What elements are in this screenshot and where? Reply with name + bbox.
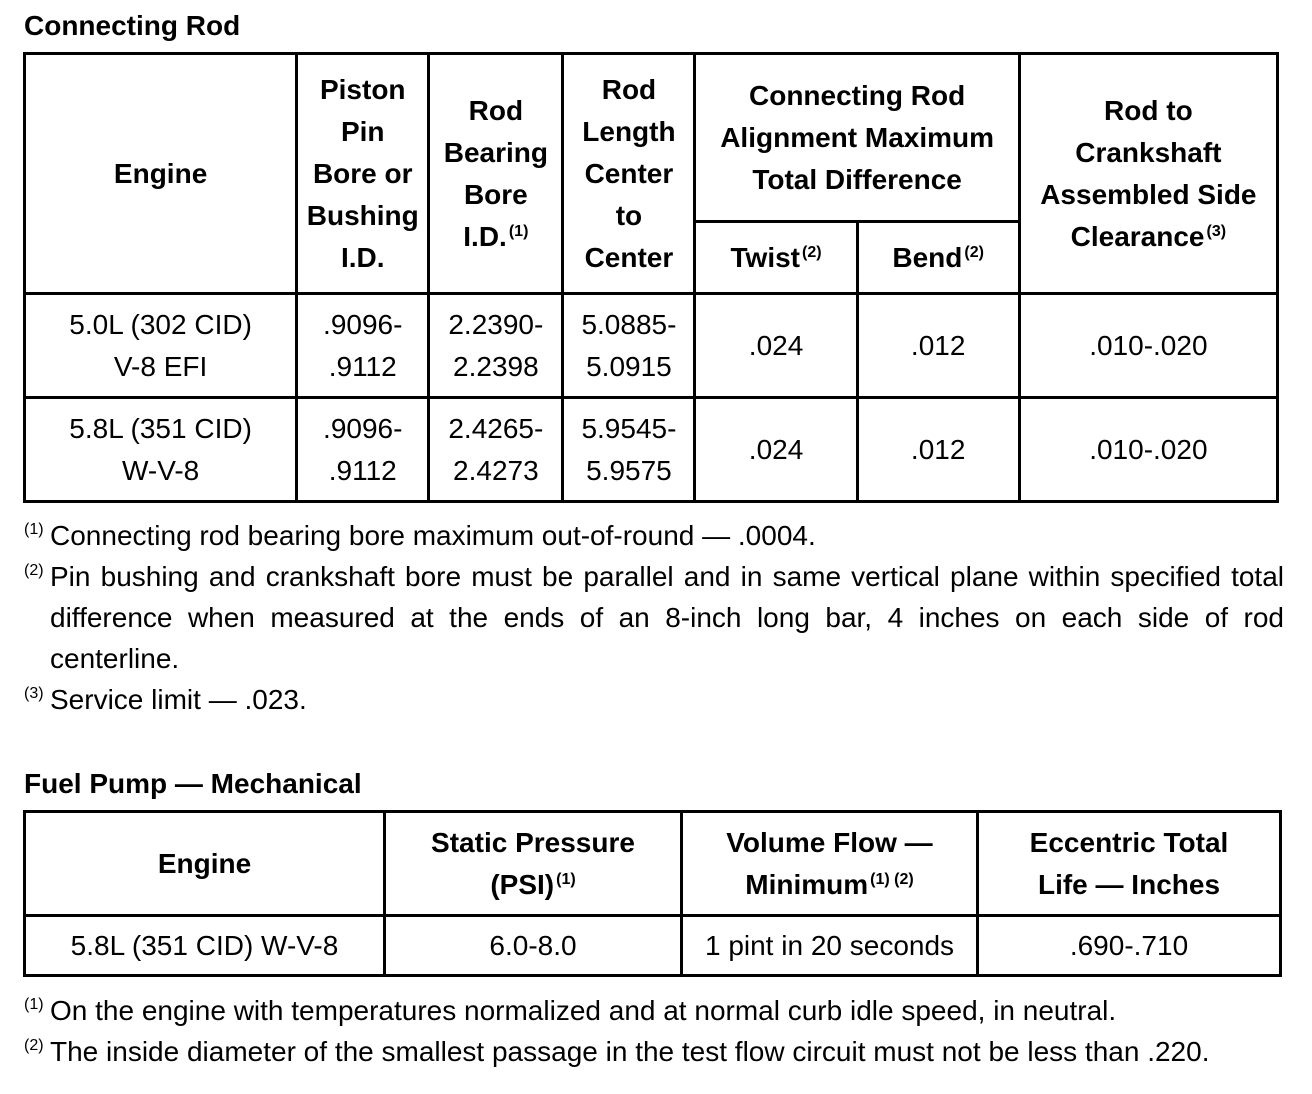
cell-rod-bearing: 2.4265- 2.4273	[429, 398, 563, 502]
header-rod-length: Rod Length Center to Center	[563, 54, 695, 294]
footnote-ref: (2)	[964, 243, 984, 261]
footnote-ref: (1) (2)	[870, 870, 914, 888]
footnote-ref: (2)	[802, 243, 822, 261]
footnote: (1) On the engine with temperatures normalized and at normal curb idle speed, in neutral.	[24, 995, 1117, 1026]
connecting-rod-table	[23, 52, 1279, 503]
cell-clearance: .010-.020	[1019, 294, 1277, 398]
footnote: (2) Pin bushing and crankshaft bore must be parallel and in same vertical plane within specified total difference when measured at the ends of an 8-inch long bar, 4 inches on each side of rod centerline.	[24, 561, 1284, 674]
table-row	[25, 294, 1278, 398]
footnote-ref: (3)	[1206, 222, 1227, 240]
header-static-pressure: Static Pressure (PSI) $^{(1)}$	[385, 812, 682, 916]
footnote-ref: (1)	[556, 870, 576, 888]
header-eccentric: Eccentric Total Life — Inches	[978, 812, 1281, 916]
fuel-pump-title: Fuel Pump — Mechanical	[24, 768, 362, 799]
connecting-rod-title: Connecting Rod	[24, 10, 241, 41]
cell-twist: .024	[695, 398, 857, 502]
cell-engine: 5.8L (351 CID) W-V-8	[25, 398, 297, 502]
table-row	[25, 398, 1278, 502]
cell-rod-length: 5.0885- 5.0915	[563, 294, 695, 398]
cell-bend: .012	[857, 398, 1019, 502]
connecting-rod-footnotes	[24, 515, 1284, 720]
cell-piston-pin: .9096- .9112	[297, 398, 429, 502]
cell-piston-pin: .9096- .9112	[297, 294, 429, 398]
footnote: (1) Connecting rod bearing bore maximum out-of-round — .0004.	[24, 520, 816, 551]
footnote: (2) The inside diameter of the smallest passage in the test flow circuit must not be less than .220.	[24, 1036, 1210, 1067]
cell-bend: .012	[857, 294, 1019, 398]
footnote-ref: (1)	[508, 222, 529, 240]
footnote: (3) Service limit — .023.	[24, 684, 307, 715]
fuel-pump-footnotes	[24, 990, 1284, 1072]
header-alignment: Connecting Rod Alignment Maximum Total Difference	[695, 54, 1019, 222]
header-volume-flow: Volume Flow — Minimum $^{(1) (2)}$	[682, 812, 978, 916]
header-rod-bearing: Rod Bearing Bore I.D. $^{(1)}$	[429, 54, 563, 294]
cell-rod-length: 5.9545- 5.9575	[563, 398, 695, 502]
cell-twist: .024	[695, 294, 857, 398]
cell-clearance: .010-.020	[1019, 398, 1277, 502]
cell-rod-bearing: 2.2390- 2.2398	[429, 294, 563, 398]
cell-volume-flow: 1 pint in 20 seconds	[682, 916, 978, 976]
header-twist: Twist $^{(2)}$	[695, 222, 857, 294]
cell-engine: 5.8L (351 CID) W-V-8	[25, 916, 385, 976]
cell-static-pressure: 6.0-8.0	[385, 916, 682, 976]
cell-eccentric: .690-.710	[978, 916, 1281, 976]
table-row	[25, 916, 1281, 976]
fuel-pump-table	[23, 810, 1282, 977]
header-engine: Engine	[25, 54, 297, 294]
header-engine: Engine	[25, 812, 385, 916]
header-bend: Bend $^{(2)}$	[857, 222, 1019, 294]
header-piston-pin: Piston Pin Bore or Bushing I.D.	[297, 54, 429, 294]
header-clearance: Rod to Crankshaft Assembled Side Clearance $^{(3)}$	[1019, 54, 1277, 294]
cell-engine: 5.0L (302 CID) V-8 EFI	[25, 294, 297, 398]
